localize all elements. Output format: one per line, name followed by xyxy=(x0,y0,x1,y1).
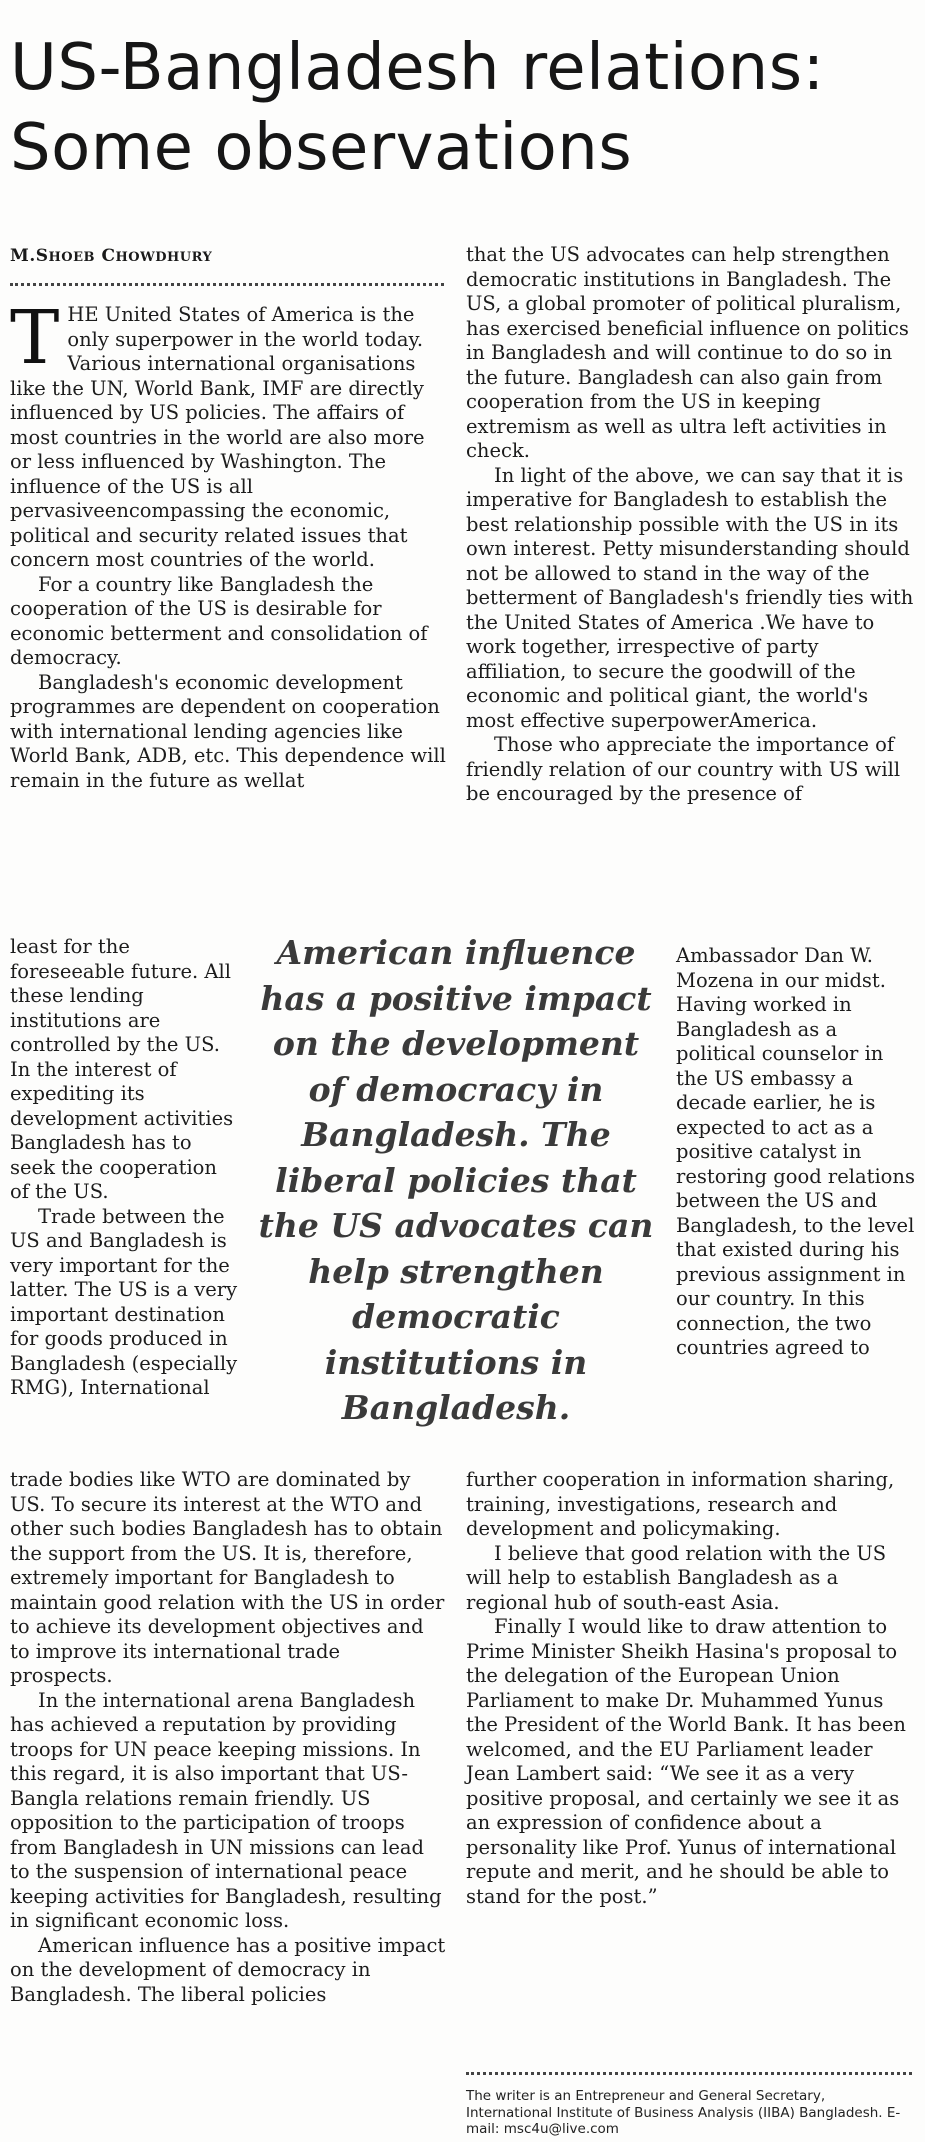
drop-cap: T xyxy=(10,295,60,381)
author-footnote: The writer is an Entrepreneur and General Secretary, International Institute of Business Analysis (IIBA) Bangladesh. E-mail: msc4u@live.com xyxy=(466,2088,901,2137)
paragraph: trade bodies like WTO are dominated by US. To secure its interest at the WTO and other such bodies Bangladesh has to obtain the support from the US. It is, therefore, extremely important for Bangladesh to maintain good relation with the US in order to achieve its development objectives and to improve its international trade prospects. xyxy=(10,1468,445,1687)
column-2-top xyxy=(466,243,914,807)
pull-quote: American influence has a positive impact on the development of democracy in Bangladesh. The liberal policies that the US advocates can help strengthen democratic institutions in Bangladesh. xyxy=(258,933,654,1427)
paragraph: further cooperation in information sharing, training, investigations, research and development and policymaking. xyxy=(466,1468,895,1540)
byline: M.SHOEB CHOWDHURY xyxy=(10,246,213,266)
paragraph: that the US advocates can help strengthen democratic institutions in Bangladesh. The US, a global promoter of political pluralism, has exercised beneficial influence on politics in Bangladesh and will continue to do so in the future. Bangladesh can also gain from cooperation from the US in keeping extremism as well as ultra left activities in check. xyxy=(466,243,909,462)
column-1-bottom xyxy=(10,1468,446,2007)
paragraph: For a country like Bangladesh the cooperation of the US is desirable for economic betterment and consolidation of democracy. xyxy=(10,572,428,669)
paragraph: Finally I would like to draw attention to Prime Minister Sheikh Hasina's proposal to the delegation of the European Union Parliament to make Dr. Muhammed Yunus the President of the World Bank. It has been welcomed, and the EU Parliament leader Jean Lambert said: “We see it as a very positive proposal, and certainly we see it as an expression of confidence about a personality like Prof. Yunus of international repute and merit, and he should be able to stand for the post.” xyxy=(466,1615,906,1908)
footnote-divider xyxy=(466,2072,912,2075)
paragraph: Those who appreciate the importance of friendly relation of our country with US will be encouraged by the presence of xyxy=(466,733,901,805)
paragraph: least for the foreseeable future. All these lending institutions are controlled by the US. In the interest of expediting its development activities Bangladesh has to seek the cooperation of the US. xyxy=(10,935,234,1203)
headline-line-1: US-Bangladesh relations: xyxy=(10,31,825,105)
paragraph: In light of the above, we can say that it is imperative for Bangladesh to establish the best relationship possible with the US in its own interest. Petty misunderstanding should not be allowed to stand in the way of the betterment of Bangladesh's friendly ties with the United States of America .We have to work together, irrespective of party affiliation, to secure the goodwill of the economic and political giant, the world's most effective superpowerAmerica. xyxy=(466,463,914,732)
paragraph: Bangladesh's economic development programmes are dependent on cooperation with international lending agencies like World Bank, ADB, etc. This dependence will remain in the future as wellat xyxy=(10,670,446,792)
paragraph: THE United States of America is the only superpower in the world today. Various international organisations like the UN, World Bank, IMF are directly influenced by US policies. The affairs of most countries in the world are also more or less influenced by Washington. The influence of the US is all pervasiveencompassing the economic, political and security related issues that concern most countries of the world. xyxy=(10,295,425,571)
paragraph: In the international arena Bangladesh has achieved a reputation by providing troops for UN peace keeping missions. In this regard, it is also important that US-Bangla relations remain friendly. US opposition to the participation of troops from Bangladesh in UN missions can lead to the suspension of international peace keeping activities for Bangladesh, resulting in significant economic loss. xyxy=(10,1688,442,1932)
byline-divider xyxy=(10,283,444,286)
column-1-top xyxy=(10,295,446,793)
paragraph: I believe that good relation with the US will help to establish Bangladesh as a regional hub of south-east Asia. xyxy=(466,1541,887,1614)
headline xyxy=(10,28,910,188)
column-1-narrow xyxy=(10,935,240,1401)
column-2-bottom xyxy=(466,1468,914,1909)
column-2-narrow xyxy=(676,944,916,1361)
paragraph: Ambassador Dan W. Mozena in our midst. Having worked in Bangladesh as a political counselor in the US embassy a decade earlier, he is expected to act as a positive catalyst in restoring good relations between the US and Bangladesh, to the level that existed during his previous assignment in our country. In this connection, the two countries agreed to xyxy=(676,944,915,1359)
paragraph: Trade between the US and Bangladesh is very important for the latter. The US is a very important destination for goods produced in Bangladesh (especially RMG), International xyxy=(10,1204,238,1399)
headline-line-2: Some observations xyxy=(10,111,633,185)
paragraph: American influence has a positive impact on the development of democracy in Bangladesh. The liberal policies xyxy=(10,1933,446,2006)
